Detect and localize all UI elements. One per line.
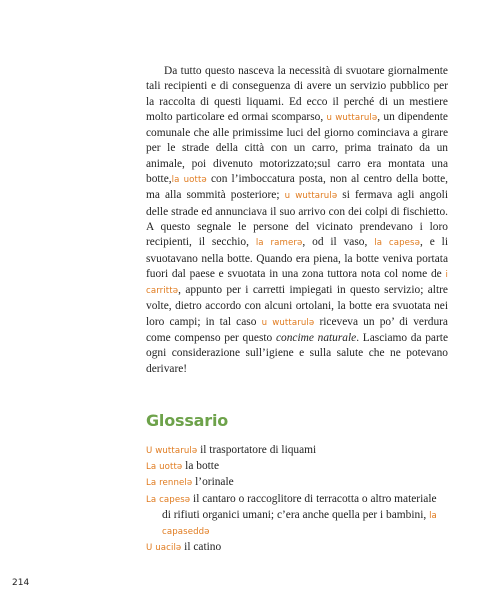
glossary-list [146,443,448,556]
glossary-definition: il catino [181,541,222,554]
glossary-term: la capaseddə [162,510,437,538]
glossary-entry [146,459,448,475]
glossary-title: Glossario [146,411,229,430]
glossary-definition: il trasportatore di liquami [197,444,317,456]
glossary-term: La capesə [146,494,191,505]
dialect-term: la capesə [374,238,421,249]
glossary-definition: la botte [182,460,220,473]
glossary-term: U uacilə [146,543,182,554]
dialect-term: i carrittə [146,269,448,297]
glossary-term: La uottə [146,462,183,473]
page-number: 214 [12,578,30,588]
emphasis-text: concime naturale [275,332,357,345]
dialect-term: la uottə [171,175,207,186]
glossary-entry [146,492,448,541]
body-paragraph: Da tutto questo nasceva la necessità di svuotare giornalmente tali recipienti e di conseguenza di avere un servizio pubblico per la raccolta di questi liquami. Ed ecco il perché di un mestiere molto particolare ed ormai scomparso, u wuttarulə, un dipendente comunale che alle primissime luci del giorno cominciava a girare per le strade della città con un carro, prima trainato da un animale, poi divenuto motorizzato;sul carro era montata una botte,la uottə con l’imboccatura posta, non al centro della botte, ma alla sommità posteriore; u wuttarulə si fermava agli angoli delle strade ed annunciava il suo arrivo con dei colpi di fischietto. A questo segnale le persone del vicinato prendevano i loro recipienti, il secchio, la ramerə, od il vaso, la capesə, e li svuotavano nella botte. Quando era piena, la botte veniva portata fuori dal paese e svuotata in una zona tuttora nota col nome de i carrittə, appunto per i carretti impiegati in questo servizio; altre volte, dietro accordo con alcuni ortolani, la botte era svuotata nei loro campi; in tal caso u wuttarulə riceveva un po’ di verdura come compenso per questo concime naturale. Lasciamo da parte ogni considerazione sull’igiene e sulla salute che ne potevano derivare! [146,65,448,375]
glossary-entry [146,540,448,556]
glossary-term: U wuttarulə [146,446,198,456]
glossary-entry [146,475,448,491]
glossary-term: La rennelə [146,478,193,489]
dialect-term: u wuttarulə [284,191,338,202]
glossary-definition: l’orinale [192,476,234,489]
dialect-term: la ramerə [255,238,303,249]
glossary-definition: il cantaro o raccoglitore di terracotta o altro materiale di rifiuti organici umani; c’era anche quella per i bambini, [162,492,437,521]
glossary-entry [146,443,448,459]
dialect-term: u wuttarulə [326,112,378,123]
dialect-term: u wuttarulə [261,317,315,328]
